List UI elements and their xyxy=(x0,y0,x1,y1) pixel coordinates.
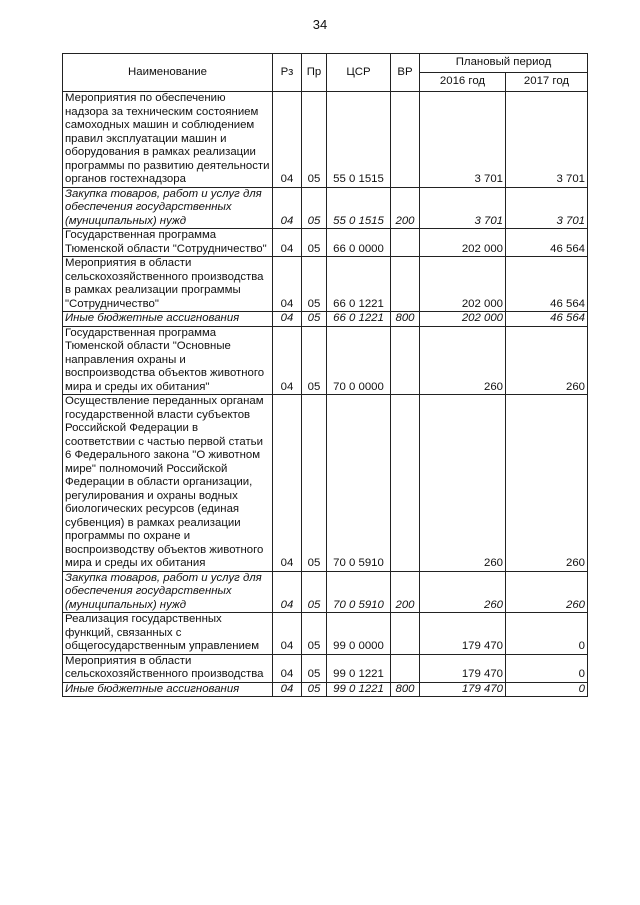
row-vr xyxy=(391,229,420,257)
header-year-2017: 2017 год xyxy=(506,73,588,92)
table-row xyxy=(63,613,588,655)
table-row xyxy=(63,326,588,395)
row-name: Реализация государственных функций, связанных с общегосударственным управлением xyxy=(63,613,273,655)
header-vr: ВР xyxy=(391,54,420,92)
row-vr: 800 xyxy=(391,682,420,697)
budget-table xyxy=(62,53,588,697)
row-rz: 04 xyxy=(273,312,302,327)
row-rz: 04 xyxy=(273,654,302,682)
row-csr: 70 0 5910 xyxy=(327,395,391,572)
row-value-2016: 3 701 xyxy=(420,187,506,229)
row-pr: 05 xyxy=(302,682,327,697)
row-rz: 04 xyxy=(273,613,302,655)
row-value-2016: 260 xyxy=(420,326,506,395)
table-body xyxy=(63,92,588,697)
row-vr xyxy=(391,654,420,682)
row-value-2016: 179 470 xyxy=(420,682,506,697)
row-csr: 66 0 1221 xyxy=(327,257,391,312)
row-name: Закупка товаров, работ и услуг для обеспечения государственных (муниципальных) нужд xyxy=(63,187,273,229)
row-vr: 200 xyxy=(391,187,420,229)
row-value-2016: 260 xyxy=(420,395,506,572)
row-pr: 05 xyxy=(302,187,327,229)
row-rz: 04 xyxy=(273,257,302,312)
row-value-2017: 260 xyxy=(506,395,588,572)
row-value-2016: 260 xyxy=(420,571,506,613)
row-pr: 05 xyxy=(302,229,327,257)
row-value-2017: 260 xyxy=(506,571,588,613)
row-value-2016: 202 000 xyxy=(420,229,506,257)
table-row xyxy=(63,654,588,682)
row-csr: 70 0 5910 xyxy=(327,571,391,613)
row-value-2017: 46 564 xyxy=(506,312,588,327)
table-row xyxy=(63,682,588,697)
row-rz: 04 xyxy=(273,326,302,395)
row-csr: 99 0 1221 xyxy=(327,682,391,697)
row-name: Мероприятия в области сельскохозяйственного производства xyxy=(63,654,273,682)
row-csr: 66 0 0000 xyxy=(327,229,391,257)
row-pr: 05 xyxy=(302,257,327,312)
row-pr: 05 xyxy=(302,326,327,395)
row-rz: 04 xyxy=(273,229,302,257)
row-pr: 05 xyxy=(302,613,327,655)
table-row xyxy=(63,257,588,312)
row-rz: 04 xyxy=(273,187,302,229)
row-csr: 99 0 0000 xyxy=(327,613,391,655)
row-csr: 55 0 1515 xyxy=(327,187,391,229)
row-name: Мероприятия в области сельскохозяйственного производства в рамках реализации программы "Сотрудничество" xyxy=(63,257,273,312)
row-rz: 04 xyxy=(273,682,302,697)
row-pr: 05 xyxy=(302,92,327,188)
row-csr: 70 0 0000 xyxy=(327,326,391,395)
row-name: Осуществление переданных органам государственной власти субъектов Российской Федерации в соответствии с частью первой статьи 6 Федерального закона "О животном мире" полномочий Российской Федерации в области организации, регулирования и охраны водных биологических ресурсов (единая субвенция) в рамках реализации программы по охране и воспроизводству объектов животного мира и среды их обитания xyxy=(63,395,273,572)
row-pr: 05 xyxy=(302,312,327,327)
row-name: Государственная программа Тюменской области "Основные направления охраны и воспроизводства объектов животного мира и среды их обитания" xyxy=(63,326,273,395)
row-rz: 04 xyxy=(273,395,302,572)
row-name: Закупка товаров, работ и услуг для обеспечения государственных (муниципальных) нужд xyxy=(63,571,273,613)
row-value-2016: 202 000 xyxy=(420,257,506,312)
row-name: Иные бюджетные ассигнования xyxy=(63,312,273,327)
row-value-2017: 46 564 xyxy=(506,257,588,312)
header-name: Наименование xyxy=(63,54,273,92)
row-rz: 04 xyxy=(273,92,302,188)
row-vr: 200 xyxy=(391,571,420,613)
row-value-2017: 0 xyxy=(506,613,588,655)
row-pr: 05 xyxy=(302,395,327,572)
row-vr xyxy=(391,395,420,572)
row-vr xyxy=(391,257,420,312)
table-row xyxy=(63,312,588,327)
header-pr: Пр xyxy=(302,54,327,92)
row-value-2017: 0 xyxy=(506,654,588,682)
table-row xyxy=(63,187,588,229)
row-name: Государственная программа Тюменской области "Сотрудничество" xyxy=(63,229,273,257)
row-value-2017: 0 xyxy=(506,682,588,697)
row-value-2016: 179 470 xyxy=(420,613,506,655)
header-planned-period: Плановый период xyxy=(420,54,588,73)
row-vr xyxy=(391,326,420,395)
table-row xyxy=(63,229,588,257)
row-value-2016: 179 470 xyxy=(420,654,506,682)
table-row xyxy=(63,92,588,188)
page-number: 34 xyxy=(312,17,328,32)
row-value-2017: 46 564 xyxy=(506,229,588,257)
row-pr: 05 xyxy=(302,654,327,682)
row-vr xyxy=(391,92,420,188)
table-row xyxy=(63,571,588,613)
header-year-2016: 2016 год xyxy=(420,73,506,92)
row-value-2017: 3 701 xyxy=(506,92,588,188)
row-rz: 04 xyxy=(273,571,302,613)
header-csr: ЦСР xyxy=(327,54,391,92)
row-vr xyxy=(391,613,420,655)
row-value-2017: 3 701 xyxy=(506,187,588,229)
row-vr: 800 xyxy=(391,312,420,327)
row-value-2016: 3 701 xyxy=(420,92,506,188)
row-csr: 55 0 1515 xyxy=(327,92,391,188)
row-name: Иные бюджетные ассигнования xyxy=(63,682,273,697)
table-row xyxy=(63,395,588,572)
row-value-2016: 202 000 xyxy=(420,312,506,327)
row-csr: 99 0 1221 xyxy=(327,654,391,682)
row-pr: 05 xyxy=(302,571,327,613)
header-rz: Рз xyxy=(273,54,302,92)
row-value-2017: 260 xyxy=(506,326,588,395)
row-name: Мероприятия по обеспечению надзора за техническим состоянием самоходных машин и соблюдением правил эксплуатации машин и оборудования в рамках реализации программы по развитию деятельности органов гостехнадзора xyxy=(63,92,273,188)
row-csr: 66 0 1221 xyxy=(327,312,391,327)
